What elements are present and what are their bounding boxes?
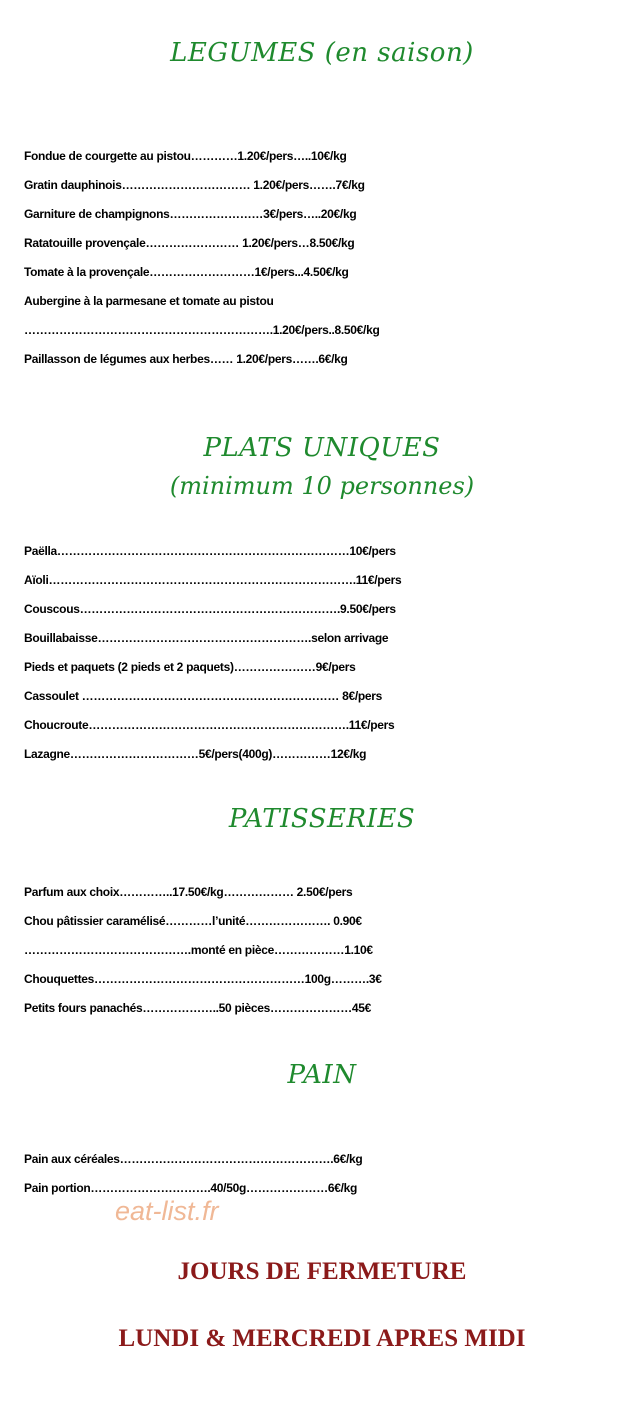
list-item: Ratatouille provençale…………………… 1.20€/pers…8.50€/kg (24, 236, 355, 250)
list-item: Chou pâtissier caramélisé…………l’unité…………………. 0.90€ (24, 914, 362, 928)
list-item: Couscous………………………………………………………….9.50€/pers (24, 602, 396, 616)
list-item: Parfum aux choix…………..17.50€/kg……………… 2.50€/pers (24, 885, 353, 899)
list-item: Garniture de champignons……………………3€/pers…..20€/kg (24, 207, 357, 221)
list-item: Pain portion………………………….40/50g…………………6€/kg (24, 1181, 358, 1195)
pain-list (24, 1145, 624, 1203)
watermark-text: eat-list.fr (115, 1196, 219, 1226)
plats-uniques-list (24, 537, 624, 769)
list-item: Choucroute………………………………………………………….11€/pers (24, 718, 395, 732)
list-item: Paillasson de légumes aux herbes…… 1.20€/pers…….6€/kg (24, 352, 348, 366)
list-item: Cassoulet ………………………………………………………… 8€/pers (24, 689, 383, 703)
section-title-pain: PAIN (287, 1060, 357, 1090)
list-item: Tomate à la provençale………………………1€/pers...4.50€/kg (24, 265, 349, 279)
list-item: Bouillabaisse……………………………………………….selon arrivage (24, 631, 389, 645)
closing-days-detail: LUNDI & MERCREDI APRES MIDI (118, 1325, 526, 1352)
list-item: Aubergine à la parmesane et tomate au pistou (24, 294, 274, 308)
list-item: Pieds et paquets (2 pieds et 2 paquets)…………………9€/pers (24, 660, 356, 674)
list-item: Chouquettes………………………………………………100g……….3€ (24, 972, 382, 986)
list-item: Fondue de courgette au pistou…………1.20€/pers…..10€/kg (24, 149, 347, 163)
legumes-list (24, 142, 624, 374)
list-item: ……………………………………………………….1.20€/pers..8.50€/kg (24, 323, 380, 337)
section-title-plats-uniques: PLATS UNIQUES (203, 433, 441, 463)
list-item: Gratin dauphinois…………………………… 1.20€/pers…….7€/kg (24, 178, 365, 192)
section-title-legumes: LEGUMES (en saison) (170, 38, 474, 68)
list-item: …………………………………….monté en pièce………………1.10€ (24, 943, 373, 957)
list-item: Paëlla…………………………………………………………………10€/pers (24, 544, 396, 558)
list-item: Pain aux céréales……………………………………………….6€/kg (24, 1152, 363, 1166)
closing-days-title: JOURS DE FERMETURE (177, 1258, 467, 1285)
list-item: Lazagne……………………………5€/pers(400g)……………12€/kg (24, 747, 367, 761)
patisseries-list (24, 878, 624, 1023)
list-item: Aïoli…………………………………………………………………….11€/pers (24, 573, 402, 587)
section-title-patisseries: PATISSERIES (228, 804, 416, 834)
list-item: Petits fours panachés………………..50 pièces…………………45€ (24, 1001, 372, 1015)
section-subtitle-plats-uniques: (minimum 10 personnes) (169, 472, 475, 500)
